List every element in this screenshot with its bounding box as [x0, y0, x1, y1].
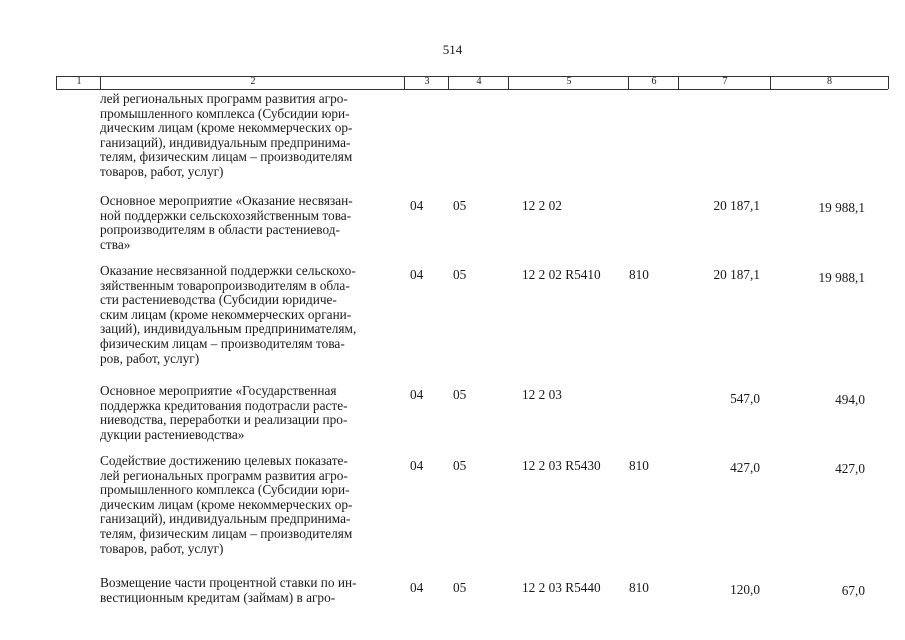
page-number: 514 — [442, 42, 463, 57]
header-col-3: 3 — [404, 76, 449, 89]
row-5-col-6: 810 — [629, 580, 649, 595]
row-1-col-3: 04 — [410, 198, 424, 213]
header-col-7: 7 — [678, 76, 771, 89]
row-1-description: Основное мероприятие «Оказание несвязан- ной поддержки сельскохозяйственным това- ропроизводителям в области растениевод- ства» — [100, 193, 353, 252]
row-3-col-4: 05 — [453, 387, 467, 402]
row-1-col-7: 20 187,1 — [713, 198, 760, 213]
header-col-6: 6 — [628, 76, 679, 89]
row-3-col-7: 547,0 — [730, 391, 760, 406]
header-col-4: 4 — [448, 76, 509, 89]
header-col-8: 8 — [770, 76, 889, 89]
row-1-col-4: 05 — [453, 198, 467, 213]
row-5-col-8: 67,0 — [841, 583, 865, 598]
row-3-col-5: 12 2 03 — [522, 387, 562, 402]
row-2-description: Оказание несвязанной поддержки сельскохо- зяйственным товаропроизводителям в обла- сти растениеводства (Субсидии юридиче- ским лицам (кроме некоммерческих органи- заций), индивидуальным предпринимателям, физическим лицам – производителям това- ров, работ, услуг) — [100, 263, 357, 366]
table-header — [56, 76, 888, 90]
row-3-col-3: 04 — [410, 387, 424, 402]
row-3-description: Основное мероприятие «Государственная поддержка кредитования подотрасли расте- ниеводства, переработки и реализации про- дукции растениеводства» — [100, 383, 348, 442]
header-col-1: 1 — [56, 76, 101, 89]
header-col-2: 2 — [100, 76, 405, 89]
row-2-col-5: 12 2 02 R5410 — [522, 267, 601, 282]
row-5-text — [100, 576, 400, 605]
row-4-description: Содействие достижению целевых показате- лей региональных программ развития агро- промышленного комплекса (Субсидии юри- дическим лицам (кроме некоммерческих ор- ганизаций), индивидуальным предпринима- телям, физическим лицам – производителям товаров, работ, услуг) — [100, 453, 353, 556]
row-4-col-6: 810 — [629, 458, 649, 473]
row-0-text — [100, 92, 400, 180]
row-4-col-4: 05 — [453, 458, 467, 473]
row-4-col-3: 04 — [410, 458, 424, 473]
row-2-col-8: 19 988,1 — [818, 270, 865, 285]
row-2-col-6: 810 — [629, 267, 649, 282]
row-4-col-8: 427,0 — [835, 461, 865, 476]
row-1-col-5: 12 2 02 — [522, 198, 562, 213]
row-5-col-7: 120,0 — [730, 582, 760, 597]
row-3-text — [100, 384, 400, 442]
row-2-col-4: 05 — [453, 267, 467, 282]
row-0-description: лей региональных программ развития агро- промышленного комплекса (Субсидии юри- дическим лицам (кроме некоммерческих ор- ганизаций), индивидуальным предпринима- телям, физическим лицам – производителям товаров, работ, услуг) — [100, 91, 353, 179]
row-2-col-7: 20 187,1 — [713, 267, 760, 282]
row-2-col-3: 04 — [410, 267, 424, 282]
row-5-col-5: 12 2 03 R5440 — [522, 580, 601, 595]
row-5-col-3: 04 — [410, 580, 424, 595]
row-5-col-4: 05 — [453, 580, 467, 595]
row-2-text — [100, 264, 400, 366]
row-5-description: Возмещение части процентной ставки по ин- вестиционным кредитам (займам) в агро- — [100, 575, 357, 605]
row-4-col-7: 427,0 — [730, 460, 760, 475]
row-4-text — [100, 454, 400, 556]
row-4-col-5: 12 2 03 R5430 — [522, 458, 601, 473]
header-col-5: 5 — [508, 76, 629, 89]
row-3-col-8: 494,0 — [835, 392, 865, 407]
row-1-col-8: 19 988,1 — [818, 200, 865, 215]
row-1-text — [100, 194, 400, 252]
